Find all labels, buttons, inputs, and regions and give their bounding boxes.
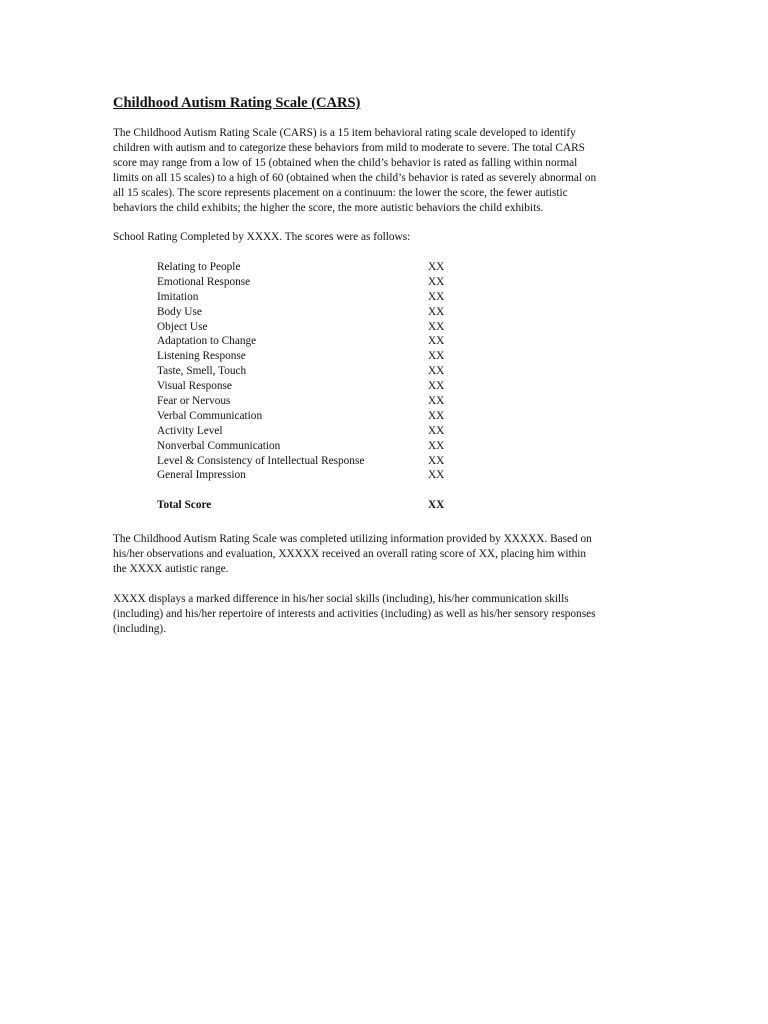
score-value: XX (428, 424, 445, 437)
score-value: XX (428, 454, 445, 467)
score-row (157, 260, 468, 275)
score-label: Taste, Smell, Touch (157, 365, 247, 378)
score-value: XX (428, 320, 445, 333)
score-value: XX (428, 380, 445, 393)
score-label: Imitation (157, 290, 199, 303)
score-label: Listening Response (157, 350, 246, 363)
total-score-row (157, 498, 468, 513)
scores-table (157, 260, 468, 513)
score-value: XX (428, 305, 445, 318)
score-value: XX (428, 395, 445, 408)
completed-line: his/her observations and evaluation, XXXXX received an overall rating score of XX, placing him within (113, 547, 587, 560)
score-row (157, 468, 468, 483)
document-title: Childhood Autism Rating Scale (CARS) (113, 95, 361, 111)
score-row (157, 334, 468, 349)
score-value: XX (428, 350, 445, 363)
displays-line: XXXX displays a marked difference in his/her social skills (including), his/her communication skills (113, 593, 569, 605)
displays-line: (including) and his/her repertoire of interests and activities (including) as well as his/her sensory responses (113, 607, 596, 620)
score-label: Fear or Nervous (157, 395, 231, 408)
score-value: XX (428, 290, 445, 303)
score-row (157, 305, 468, 320)
score-row (157, 439, 468, 454)
score-row (157, 424, 468, 439)
intro-line: all 15 scales). The score represents placement on a continuum: the lower the score, the fewer autistic (113, 186, 568, 199)
score-row (157, 290, 468, 305)
intro-line: score may range from a low of 15 (obtained when the child’s behavior is rated as falling within normal (113, 156, 578, 169)
score-row (157, 349, 468, 364)
score-row (157, 379, 468, 394)
displays-paragraph (113, 592, 658, 637)
score-value: XX (428, 275, 445, 288)
score-value: XX (428, 439, 445, 452)
score-label: Adaptation to Change (157, 335, 257, 348)
displays-line: (including). (113, 622, 167, 635)
score-label: Emotional Response (157, 275, 251, 288)
score-row (157, 364, 468, 379)
total-score-label: Total Score (157, 499, 212, 512)
completed-line: The Childhood Autism Rating Scale was completed utilizing information provided by XXXXX. Based on (113, 533, 592, 545)
completed-paragraph (113, 532, 658, 577)
score-row (157, 275, 468, 290)
score-label: Relating to People (157, 261, 241, 273)
score-label: Visual Response (157, 380, 232, 393)
score-value: XX (428, 261, 445, 273)
score-row (157, 394, 468, 409)
score-row (157, 409, 468, 424)
intro-line: children with autism and to categorize these behaviors from mild to moderate to severe. The total CARS (113, 141, 585, 154)
score-label: General Impression (157, 469, 246, 482)
intro-paragraph (113, 126, 658, 215)
school-rating-text: School Rating Completed by XXXX. The scores were as follows: (113, 231, 411, 243)
score-value: XX (428, 365, 445, 378)
completed-line: the XXXX autistic range. (113, 562, 229, 575)
score-label: Nonverbal Communication (157, 439, 281, 452)
score-label: Level & Consistency of Intellectual Response (157, 454, 365, 467)
score-label: Body Use (157, 305, 202, 318)
score-value: XX (428, 469, 445, 482)
score-row (157, 454, 468, 469)
score-row (157, 320, 468, 335)
total-score-value: XX (428, 499, 445, 512)
score-value: XX (428, 335, 445, 348)
intro-line: behaviors the child exhibits; the higher the score, the more autistic behaviors the child exhibits. (113, 201, 544, 214)
score-value: XX (428, 409, 445, 422)
score-label: Object Use (157, 320, 208, 333)
intro-line: limits on all 15 scales) to a high of 60 (obtained when the child’s behavior is rated as severely abnormal on (113, 171, 597, 184)
score-label: Verbal Communication (157, 409, 263, 422)
intro-line: The Childhood Autism Rating Scale (CARS) is a 15 item behavioral rating scale developed to identify (113, 127, 576, 139)
score-label: Activity Level (157, 424, 223, 437)
